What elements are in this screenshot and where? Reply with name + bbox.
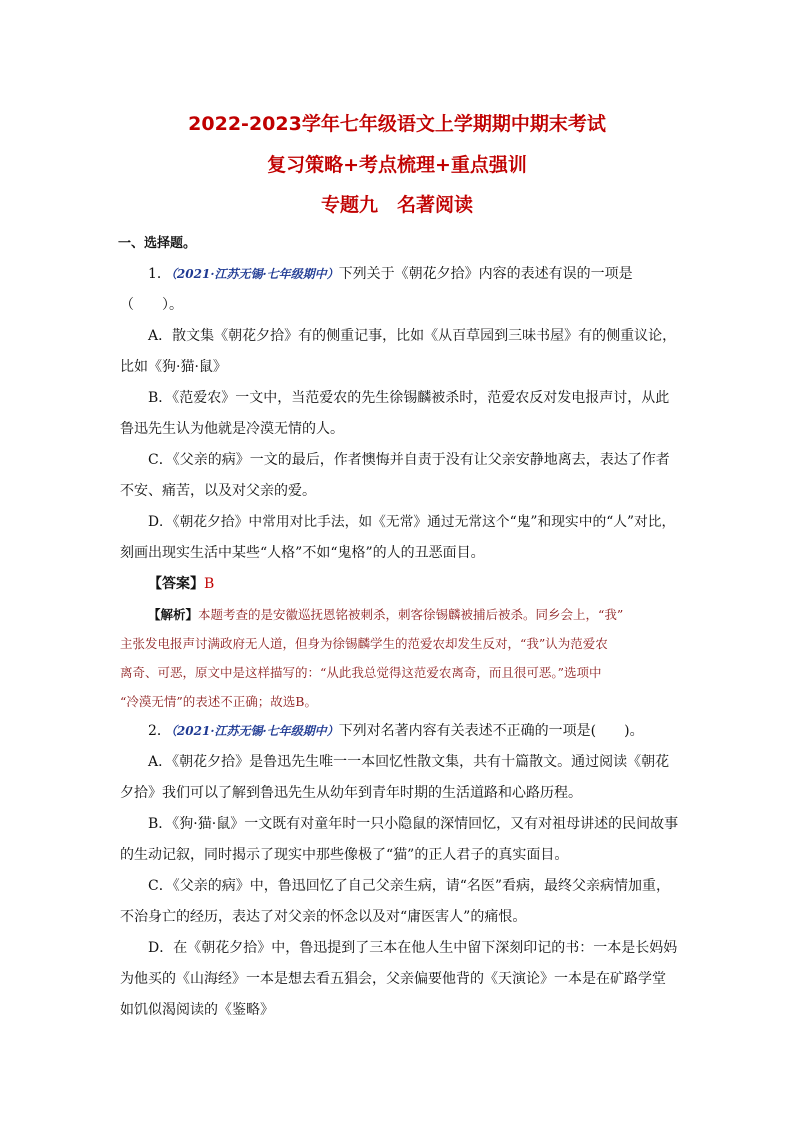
option-b-cont: 的生动记叙，同时揭示了现实中那些像极了“猫”的正人君子的真实面目。: [120, 847, 569, 863]
question-1: [120, 259, 680, 716]
question-text: 下列关于《朝花夕拾》内容的表述有误的一项是: [338, 266, 633, 282]
document-body: [120, 228, 680, 1026]
analysis-line: [120, 600, 680, 629]
option-d: D．《朝花夕拾》中常用对比手法，如《无常》通过无常这个“鬼”和现实中的“人”对比，: [148, 514, 676, 530]
option-a: A．《朝花夕拾》是鲁迅先生唯一一本回忆性散文集，共有十篇散文。通过阅读《朝花: [148, 754, 670, 770]
document-subtitle: 复习策略+考点梳理+重点强训: [267, 154, 527, 176]
analysis-line: 离奇、可恶，原文中是这样描写的：“从此我总觉得这范爱农离奇，而且很可恶。”选项中: [120, 665, 602, 680]
option-c-cont: 不治身亡的经历，表达了对父亲的怀念以及对“庸医害人”的痛恨。: [120, 909, 527, 925]
section-heading: 一、选择题。: [118, 236, 197, 251]
answer-value: B: [204, 576, 215, 592]
analysis-line: 主张发电报声讨满政府无人道，但身为徐锡麟学生的范爱农却发生反对，“我”认为范爱农: [120, 636, 608, 651]
question-1-stem: [120, 259, 680, 290]
analysis-line: “冷漠无情”的表述不正确；故选B。: [120, 694, 317, 709]
question-source: （2021·江苏无锡·七年级期中）: [170, 724, 339, 738]
question-2-stem: [120, 716, 680, 747]
option-b: B．《范爱农》一文中，当范爱农的先生徐锡麟被杀时，范爱农反对发电报声讨，从此: [148, 390, 670, 406]
question-2: [120, 716, 680, 1026]
option-a-cont: 比如《狗·猫·鼠》: [120, 359, 227, 375]
topic-title: 专题九 名著阅读: [320, 194, 473, 216]
option-d-cont: 刻画出现实生活中某些“人格”不如“鬼格”的人的丑恶面目。: [120, 545, 485, 561]
document-title: 2022-2023学年七年级语文上学期期中期末考试: [188, 113, 606, 135]
analysis-block: [120, 600, 680, 716]
answer-label: 【答案】: [148, 576, 204, 592]
analysis-label: 【解析】: [148, 607, 199, 622]
question-source: （2021·江苏无锡·七年级期中）: [170, 267, 339, 281]
option-b: B．《狗·猫·鼠》一文既有对童年时一只小隐鼠的深情回忆，又有对祖母讲述的民间故事: [148, 816, 679, 832]
option-c-cont: 不安、痛苦，以及对父亲的爱。: [120, 483, 316, 499]
option-c: C．《父亲的病》中，鲁迅回忆了自己父亲生病，请“名医”看病，最终父亲病情加重，: [148, 878, 671, 894]
option-a-cont: 夕拾》我们可以了解到鲁迅先生从幼年到青年时期的生活道路和心路历程。: [120, 785, 582, 801]
answer: [120, 569, 680, 600]
option-d-cont: 为他买的《山海经》一本是想去看五猖会，父亲偏要他背的《天演论》一本是在矿路学堂: [120, 971, 666, 987]
question-number: 2．: [148, 723, 171, 739]
question-1-stem-cont: （ ）。: [120, 297, 183, 313]
option-a: A．散文集《朝花夕拾》有的侧重记事，比如《从百草园到三味书屋》有的侧重议论，: [148, 328, 677, 344]
question-number: 1．: [148, 266, 171, 282]
analysis-text: 本题考查的是安徽巡抚恩铭被刺杀，刺客徐锡麟被捕后被杀。同乡会上，“我”: [198, 607, 624, 622]
option-c: C．《父亲的病》一文的最后，作者懊悔并自责于没有让父亲安静地离去，表达了作者: [148, 452, 670, 468]
option-d-cont: 如饥似渴阅读的《鉴略》: [120, 1002, 274, 1018]
question-text: 下列对名著内容有关表述不正确的一项是( )。: [338, 723, 644, 739]
option-d: D．在《朝花夕拾》中，鲁迅提到了三本在他人生中留下深刻印记的书：一本是长妈妈: [148, 940, 678, 956]
option-b-cont: 鲁迅先生认为他就是冷漠无情的人。: [120, 421, 344, 437]
